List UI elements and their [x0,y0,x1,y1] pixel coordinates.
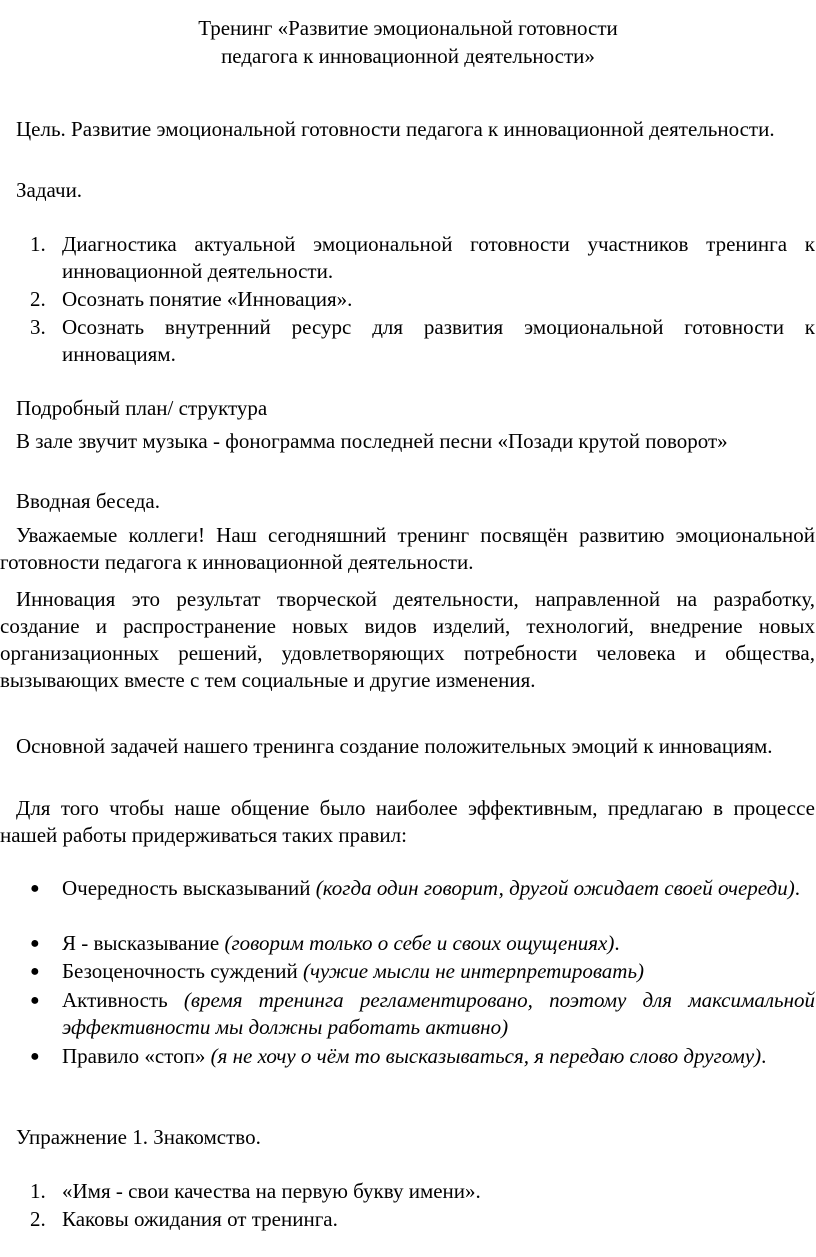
rule-text: Активность [62,988,184,1012]
title-line-1: Тренинг «Развитие эмоциональной готовности [198,16,618,40]
goal-label: Цель. [16,117,66,141]
title-line-2: педагога к инновационной деятельности» [221,44,595,68]
task-text: Диагностика актуальной эмоциональной готовности участников тренинга к инновационной деятельности. [62,232,815,283]
rule-note: (чужие мысли не интерпретировать) [302,959,645,983]
bullet-icon: ● [30,1048,40,1065]
exercise-number: 2. [30,1207,46,1231]
exercise-heading: Упражнение 1. Знакомство. [16,1125,261,1149]
rule-tail: . [614,931,620,955]
main-task-paragraph: Основной задачей нашего тренинга создание положительных эмоций к инновациям. [16,734,773,758]
plan-heading: Подробный план/ структура [16,396,268,420]
bullet-icon: ● [30,963,40,980]
tasks-heading: Задачи. [16,178,83,202]
rules-intro-paragraph: Для того чтобы наше общение было наиболее эффективным, предлагаю в процессе нашей работы придерживаться таких правил: [0,796,815,847]
rule-text: Правило «стоп» [62,1044,211,1068]
task-text: Осознать внутренний ресурс для развития эмоциональной готовности к инновациям. [62,315,815,366]
intro-heading: Вводная беседа. [16,489,160,513]
music-paragraph: В зале звучит музыка - фонограмма последней песни «Позади крутой поворот» [16,429,728,453]
bullet-icon: ● [30,992,40,1009]
task-number: 2. [30,287,46,311]
rule-tail: . [794,876,800,900]
exercise-text: Каковы ожидания от тренинга. [62,1207,338,1231]
rule-text: Я - высказывание [62,931,225,955]
goal-paragraph [0,116,815,143]
rule-text: Очередность высказываний [62,876,316,900]
rule-text: Безоценочность суждений [62,959,303,983]
rule-note: (говорим только о себе и своих ощущениях) [224,931,615,955]
exercise-text: «Имя - свои качества на первую букву имени». [62,1179,481,1203]
rule-note: (время тренинга регламентировано, поэтому для максимальной эффективности мы должны работать активно) [62,988,815,1039]
goal-text: Развитие эмоциональной готовности педагога к инновационной деятельности. [71,117,775,141]
task-text: Осознать понятие «Инновация». [62,287,353,311]
task-number: 3. [30,315,46,339]
exercise-number: 1. [30,1179,46,1203]
bullet-icon: ● [30,935,40,952]
rule-note: (когда один говорит, другой ожидает своей очереди) [315,876,795,900]
greeting-paragraph: Уважаемые коллеги! Наш сегодняшний тренинг посвящён развитию эмоциональной готовности педагога к инновационной деятельности. [0,523,815,574]
bullet-icon: ● [30,880,40,897]
rule-note: (я не хочу о чём то высказываться, я передаю слово другому) [210,1044,762,1068]
rule-tail: . [761,1044,767,1068]
task-number: 1. [30,232,46,256]
innovation-paragraph: Инновация это результат творческой деятельности, направленной на разработку, создание и распространение новых видов изделий, технологий, внедрение новых организационных решений, удовлетворяющих потребности человека и общества, вызывающих вместе с тем социальные и другие изменения. [0,587,815,692]
